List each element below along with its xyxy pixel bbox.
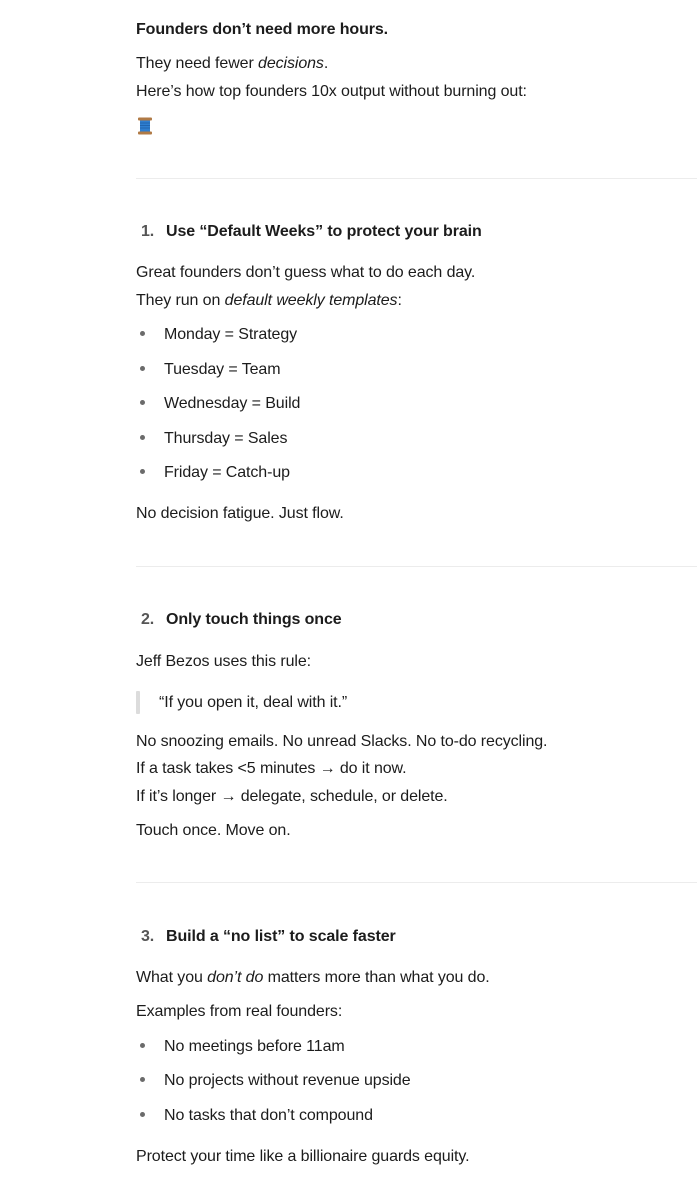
section-2-closing: Touch once. Move on.	[136, 822, 291, 839]
section-2-paragraph-1: Jeff Bezos uses this rule:	[136, 653, 311, 670]
emphasis: default weekly templates	[224, 292, 398, 309]
section-2-line-3: If it’s longer → delegate, schedule, or delete.	[136, 788, 448, 805]
bullet-icon	[140, 1112, 145, 1117]
blockquote-bar	[136, 691, 140, 714]
intro-title: Founders don’t need more hours.	[136, 21, 389, 38]
list-item: Monday = Strategy	[140, 325, 297, 345]
section-divider	[136, 882, 697, 883]
section-title: Build a “no list” to scale faster	[166, 928, 396, 945]
list-item: No meetings before 11am	[140, 1037, 345, 1057]
emphasis: don’t do	[207, 969, 264, 986]
section-1-closing: No decision fatigue. Just flow.	[136, 505, 344, 522]
intro-line-1: They need fewer decisions.	[136, 55, 329, 72]
section-number: 2.	[141, 611, 155, 628]
list-item: Friday = Catch-up	[140, 463, 290, 483]
section-1-paragraph-1: Great founders don’t guess what to do each day.	[136, 264, 476, 281]
section-1-heading	[141, 222, 482, 242]
bullet-icon	[140, 400, 145, 405]
section-number: 1.	[141, 223, 155, 240]
bullet-icon	[140, 331, 145, 336]
section-divider	[136, 178, 697, 179]
emphasis: decisions	[258, 55, 324, 72]
list-item: No tasks that don’t compound	[140, 1106, 373, 1126]
list-item: Tuesday = Team	[140, 360, 280, 380]
section-3-paragraph-1: What you don’t do matters more than what you do.	[136, 969, 490, 986]
section-1-paragraph-2: They run on default weekly templates:	[136, 292, 402, 309]
intro-line-2: Here’s how top founders 10x output without burning out:	[136, 83, 527, 100]
thread-spool-emoji-icon	[137, 116, 153, 136]
bullet-icon	[140, 366, 145, 371]
blockquote: “If you open it, deal with it.”	[159, 694, 348, 711]
section-title: Use “Default Weeks” to protect your brain	[166, 223, 482, 240]
section-2-line-1: No snoozing emails. No unread Slacks. No to-do recycling.	[136, 733, 548, 750]
section-divider	[136, 566, 697, 567]
section-title: Only touch things once	[166, 611, 342, 628]
bullet-icon	[140, 469, 145, 474]
bullet-icon	[140, 1077, 145, 1082]
section-3-heading	[141, 927, 396, 947]
section-3-closing: Protect your time like a billionaire guards equity.	[136, 1148, 470, 1165]
bullet-icon	[140, 435, 145, 440]
list-item: Thursday = Sales	[140, 429, 287, 449]
list-item: Wednesday = Build	[140, 394, 300, 414]
section-3-paragraph-2: Examples from real founders:	[136, 1003, 343, 1020]
bullet-icon	[140, 1043, 145, 1048]
list-item: No projects without revenue upside	[140, 1071, 411, 1091]
section-number: 3.	[141, 928, 155, 945]
section-2-heading	[141, 610, 342, 630]
section-2-line-2: If a task takes <5 minutes → do it now.	[136, 760, 407, 777]
